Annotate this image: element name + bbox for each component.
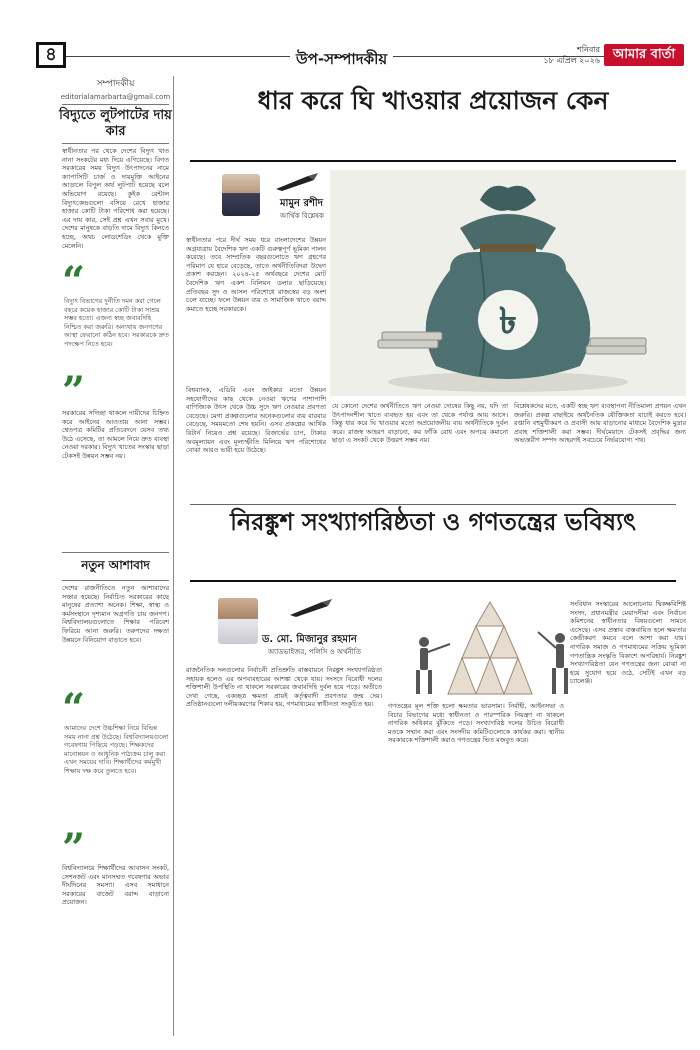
article2-byline	[188, 592, 384, 662]
editorial-title: বিদ্যুতে লুটপাটের দায় কার	[59, 108, 172, 139]
headline-rule	[190, 580, 676, 582]
editorial-column	[58, 76, 174, 1036]
pull-quote-text: বিদ্যুৎ বিভাগের দুর্নীতি দমন করা গেলে বছরে কয়েক হাজার কোটি টাকা সাশ্রয় সম্ভব হতো। এজন্য স্বচ্ছ জবাবদিহি নিশ্চিত করা জরুরি। অন্যথায় জনগণের আস্থা ফেরানো কঠিন হবে। সরকারকে দ্রুত পদক্ষেপ নিতে হবে।	[64, 297, 169, 348]
article1-byline	[188, 170, 328, 230]
quote-open-icon: “	[62, 258, 86, 305]
article1-col2: যে কোনো দেশের অর্থনীতিতে ঋণ নেওয়া দোষের কিছু নয়, যদি তা উৎপাদনশীল খাতে ব্যবহৃত হয় এবং তা থেকে পর্যাপ্ত আয় আসে। কিন্তু ধার করে ঘি খাওয়ার মতো অপ্রয়োজনীয় ব্যয় অর্থনীতিকে দুর্বল করে। রাজস্ব আহরণ বাড়ানো, কর ফাঁকি রোধ এবং অপচয় কমানো ছাড়া এ সংকট থেকে উত্তরণ সম্ভব নয়।	[332, 402, 508, 445]
section-rule	[190, 504, 676, 505]
divider	[62, 143, 169, 144]
pull-quote-2	[58, 685, 173, 872]
article1-col1: স্বাধীনতার পরে দীর্ঘ সময় ধরে বাংলাদেশের উন্নয়ন অগ্রযাত্রায় বৈদেশিক ঋণ একটি গুরুত্বপূর্ণ ভূমিকা পালন করেছে। তবে সাম্প্রতিক বছরগুলোতে ঋণ গ্রহণের পরিমাণ যে হারে বেড়েছে, তাতে অর্থনীতিবিদরা উদ্বেগ প্রকাশ করছেন। ২০২৪-২৫ অর্থবছরে দেশের মোট বৈদেশিক ঋণ একশ বিলিয়ন ডলার ছাড়িয়েছে। প্রতিবছর সুদ ও আসল পরিশোধে রাজস্বের বড় অংশ চলে যাচ্ছে। ফলে উন্নয়ন ব্যয় ও সামাজিক খাতে বরাদ্দ কমাতে হচ্ছে সরকারকে।	[186, 236, 326, 313]
pull-quote-2-text: আমাদের দেশে উচ্চশিক্ষা নিয়ে বিভিন্ন সময় নানা প্রশ্ন উঠেছে। বিশ্ববিদ্যালয়গুলো গবেষণায় পিছিয়ে পড়ছে। শিক্ষকদের মানোন্নয়ন ও আধুনিক পাঠ্যক্রম চালু করা এখন সময়ের দাবি। শিক্ষার্থীদের কর্মমুখী শিক্ষায় দক্ষ করে তুলতে হবে।	[64, 724, 169, 775]
author-role: অ্যাডভাইজর, পলিসি ও অর্থনীতি	[268, 648, 361, 656]
issue-date-text: ১৮ এপ্রিল ২০২৬	[543, 56, 600, 65]
section-title: উপ-সম্পাদকীয়	[290, 48, 393, 73]
divider	[62, 580, 169, 581]
divider	[62, 104, 169, 105]
article1-headline: ধার করে ঘি খাওয়ার প্রয়োজন কেন	[257, 86, 609, 115]
headline-rule	[190, 160, 676, 162]
editorial-label: সম্পাদকীয়	[96, 79, 135, 89]
money-bag-icon	[330, 170, 686, 396]
article2-col2: গণতন্ত্রের মূল শক্তি হলো ক্ষমতার ভারসাম্য। নির্বাহী, আইনসভা ও বিচার বিভাগের মধ্যে স্বাধীনতা ও পারস্পরিক নিয়ন্ত্রণ না থাকলে নাগরিক অধিকার ঝুঁকিতে পড়ে। সংখ্যাগরিষ্ঠ দলের উচিত বিরোধী মতকে সম্মান করা এবং সংসদীয় কমিটিগুলোকে কার্যকর করা। স্থানীয় সরকারকে শক্তিশালী করাও গণতন্ত্রের ভিত মজবুত করে।	[388, 702, 564, 745]
editorial-body-continued: সরকারের সদিচ্ছা থাকলে দায়ীদের চিহ্নিত করে আইনের আওতায় আনা সম্ভব। শ্বেতপত্র কমিটির প্রতিবেদনে যেসব তথ্য উঠে এসেছে, তা আমলে নিয়ে দ্রুত ব্যবস্থা নেওয়া দরকার। বিদ্যুৎ খাতের সংস্কার ছাড়া টেকসই উন্নয়ন সম্ভব নয়।	[62, 409, 169, 460]
pull-quote	[58, 258, 173, 415]
pen-icon	[288, 598, 336, 618]
second-editorial-body: দেশের রাজনীতিতে নতুন আশাবাদের সঞ্চার হয়েছে। নির্বাচিত সরকারের কাছে মানুষের প্রত্যাশা অনেক। শিক্ষা, স্বাস্থ্য ও কর্মসংস্থানে দৃশ্যমান অগ্রগতি চায় জনগণ। বিশ্ববিদ্যালয়গুলোতে শিক্ষার পরিবেশ ফিরিয়ে আনা জরুরি। তরুণদের দক্ষতা উন্নয়নে বিনিয়োগ বাড়াতে হবে।	[62, 584, 169, 644]
masthead-logo: আমার বার্তা	[604, 44, 684, 66]
issue-day: শনিবার	[577, 45, 600, 54]
author-photo	[218, 598, 258, 644]
article1-col1b: বিশ্বব্যাংক, এডিবি এবং জাইকার মতো উন্নয়ন সহযোগীদের কাছ থেকে নেওয়া ঋণের পাশাপাশি বাণিজ্যিক উৎস থেকে উচ্চ সুদে ঋণ নেওয়ার প্রবণতা বেড়েছে। মেগা প্রকল্পগুলোর অনেকগুলোর ব্যয় বারবার বেড়েছে, সময়মতো শেষ হয়নি। এসব প্রকল্পের আর্থিক রিটার্ন নিয়েও প্রশ্ন রয়েছে। রিজার্ভের চাপ, টাকার অবমূল্যায়ন এবং মূল্যস্ফীতি মিলিয়ে ঋণ পরিশোধের বোঝা আরও ভারী হয়ে উঠেছে।	[186, 386, 326, 455]
article2-col3: সংবিধান সংস্কারের আলোচনায় দ্বিকক্ষবিশিষ্ট সংসদ, প্রধানমন্ত্রীর মেয়াদসীমা এবং নির্বাচন কমিশনের স্বাধীনতার বিষয়গুলো সামনে এসেছে। এসব প্রস্তাব বাস্তবায়িত হলে ক্ষমতার কেন্দ্রীকরণ কমবে বলে আশা করা যায়। নাগরিক সমাজ ও গণমাধ্যমের সক্রিয় ভূমিকা গণতান্ত্রিক সংস্কৃতি বিকাশে অপরিহার্য। নিরঙ্কুশ সংখ্যাগরিষ্ঠতা যেন গণতন্ত্রের জন্য বোঝা না হয়ে সুযোগ হয়ে ওঠে, সেটিই এখন বড় চ্যালেঞ্জ।	[570, 600, 686, 686]
page-number: ৪	[36, 42, 66, 68]
second-editorial-body-continued: বিশ্ববিদ্যালয়ে শিক্ষার্থীদের আবাসন সংকট, সেশনজট এবং মানসম্মত গবেষণার অভাব দীর্ঘদিনের সমস্যা। এসব সমাধানে সরকারের বাজেট বরাদ্দ বাড়ানো প্রয়োজন।	[62, 864, 169, 907]
author-role: আর্থিক বিশ্লেষক	[280, 212, 324, 220]
taka-symbol: ৳	[499, 301, 517, 342]
pen-icon	[274, 172, 322, 192]
divider	[62, 552, 169, 553]
author-name: ড. মো. মিজানুর রহমান	[262, 634, 357, 645]
money-bag-illustration	[330, 170, 686, 396]
author-name: মামুন রশীদ	[280, 198, 323, 209]
article2-col1: রাজনৈতিক দলগুলোর নির্বাচনী প্রতিশ্রুতি বাস্তবায়নে নিরঙ্কুশ সংখ্যাগরিষ্ঠতা সহায়ক হলেও এর অপব্যবহারের আশঙ্কা থেকে যায়। সংসদে বিরোধী দলের শক্তিশালী উপস্থিতি না থাকলে সরকারের জবাবদিহি দুর্বল হয়ে পড়ে। অতীতে দেখা গেছে, একচ্ছত্র ক্ষমতা প্রায়ই কর্তৃত্ববাদী প্রবণতার জন্ম দেয়। প্রতিষ্ঠানগুলো দলীয়করণের শিকার হয়, গণমাধ্যমের স্বাধীনতা সংকুচিত হয়।	[186, 666, 382, 709]
editorial-email: editorialamarbarta@gmail.com	[60, 93, 171, 101]
article2-headline: নিরঙ্কুশ সংখ্যাগরিষ্ঠতা ও গণতন্ত্রের ভবিষ্যৎ	[230, 508, 636, 536]
quote-close-icon: ”	[62, 825, 86, 872]
quote-open-icon: “	[62, 685, 86, 732]
article1-col3: বিশ্লেষকদের মতে, একটি স্বচ্ছ ঋণ ব্যবস্থাপনা নীতিমালা প্রণয়ন এখন জরুরি। প্রকল্প বাছাইয়ে অর্থনৈতিক যৌক্তিকতা যাচাই করতে হবে। রপ্তানি বহুমুখীকরণ ও প্রবাসী আয় বাড়ানোর মাধ্যমে বৈদেশিক মুদ্রার প্রবাহ শক্তিশালী করা সম্ভব। দীর্ঘমেয়াদে টেকসই প্রবৃদ্ধির জন্য অভ্যন্তরীণ সম্পদ আহরণই সবচেয়ে নির্ভরযোগ্য পথ।	[514, 402, 686, 445]
second-editorial-title: নতুন আশাবাদ	[81, 558, 150, 572]
editorial-body: স্বাধীনতার পর থেকে দেশের বিদ্যুৎ খাত নানা সংকটের মধ্য দিয়ে এগিয়েছে। বিগত সরকারের সময় বিদ্যুৎ উৎপাদনের নামে ক্যাপাসিটি চার্জ ও দায়মুক্তি আইনের আড়ালে বিপুল অর্থ লুটপাট হয়েছে বলে অভিযোগ রয়েছে। কুইক রেন্টাল বিদ্যুৎকেন্দ্রগুলো বসিয়ে রেখে হাজার হাজার কোটি টাকা পরিশোধ করা হয়েছে। এর দায় কার, সেই প্রশ্ন এখন সবার মুখে। দেশের মানুষকে বাড়তি দামে বিদ্যুৎ কিনতে হচ্ছে, অথচ লোডশেডিং থেকে মুক্তি মেলেনি।	[62, 147, 169, 250]
quote-close-icon: ”	[62, 368, 86, 415]
author-photo	[222, 174, 260, 216]
issue-date	[520, 44, 600, 66]
